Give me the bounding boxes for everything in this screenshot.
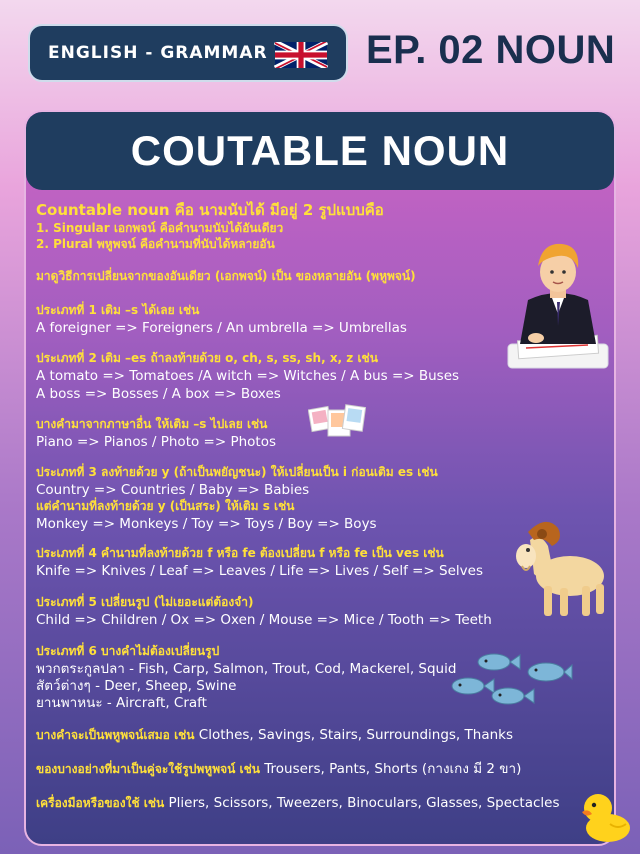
topic-label: ENGLISH - GRAMMAR — [48, 43, 268, 63]
section-3-heading: ประเภทที่ 3 ลงท้ายด้วย y (ถ้าเป็นพยัญชนะ) ให้เปลี่ยนเป็น i ก่อนเติม es เช่น — [36, 465, 438, 479]
pairs-line — [36, 762, 521, 777]
episode-title: EP. 02 NOUN — [366, 28, 616, 72]
lesson-card — [24, 110, 616, 846]
tools-line — [36, 796, 560, 811]
uk-flag-icon — [274, 42, 328, 68]
section-4-example: Knife => Knives / Leaf => Leaves / Life => Lives / Self => Selves — [36, 563, 483, 579]
foreign-words-example: Piano => Pianos / Photo => Photos — [36, 434, 276, 450]
always-plural-line — [36, 728, 513, 743]
tools-label: เครื่องมือหรือของใช้ เช่น — [36, 796, 165, 810]
pairs-words: Trousers, Pants, Shorts (กางเกง มี 2 ขา) — [259, 761, 522, 777]
teacher-icon — [502, 230, 614, 376]
section-4-heading: ประเภทที่ 4 คำนามที่ลงท้ายด้วย f หรือ fe ต้องเปลี่ยน f หรือ fe เป็น ves เช่น — [36, 546, 444, 560]
rules-intro: มาดูวิธีการเปลี่ยนจากของอันเดียว (เอกพจน์) เป็น ของหลายอัน (พหูพจน์) — [36, 269, 416, 283]
card-title: COUTABLE NOUN — [130, 127, 510, 174]
section-6-example-animals: สัตว์ต่างๆ - Deer, Sheep, Swine — [36, 678, 237, 694]
card-title-bar — [26, 112, 614, 190]
section-3-example: Country => Countries / Baby => Babies — [36, 482, 310, 498]
section-2-example: A boss => Bosses / A box => Boxes — [36, 386, 281, 402]
intro-item-plural: 2. Plural พหูพจน์ คือคำนามที่นับได้หลายอัน — [36, 237, 275, 251]
rubber-duck-icon — [580, 790, 632, 844]
section-6-heading: ประเภทที่ 6 บางคำไม่ต้องเปลี่ยนรูป — [36, 644, 220, 658]
topic-badge — [28, 24, 348, 82]
section-3-vowel-heading: แต่คำนามที่ลงท้ายด้วย y (เป็นสระ) ให้เติม s เช่น — [36, 499, 295, 513]
always-plural-label: บางคำจะเป็นพหูพจน์เสมอ เช่น — [36, 728, 195, 742]
photos-icon — [308, 402, 366, 446]
always-plural-words: Clothes, Savings, Stairs, Surroundings, Thanks — [194, 727, 513, 743]
section-5-heading: ประเภทที่ 5 เปลี่ยนรูป (ไม่เยอะแต่ต้องจำ) — [36, 595, 254, 609]
section-6-example-vehicles: ยานพาหนะ - Aircraft, Craft — [36, 695, 207, 711]
section-6-example-fish: พวกตระกูลปลา - Fish, Carp, Salmon, Trout, Cod, Mackerel, Squid — [36, 661, 457, 677]
section-2-example: A tomato => Tomatoes /A witch => Witches / A bus => Buses — [36, 368, 460, 384]
foreign-words-heading: บางคำมาจากภาษาอื่น ให้เติม –s ไปเลย เช่น — [36, 417, 268, 431]
goat-illustration — [504, 512, 616, 624]
section-5-example: Child => Children / Ox => Oxen / Mouse => Mice / Tooth => Teeth — [36, 612, 492, 628]
section-2-heading: ประเภทที่ 2 เติม –es ถ้าลงท้ายด้วย o, ch, s, ss, sh, x, z เช่น — [36, 351, 378, 365]
intro-heading: Countable noun คือ นามนับได้ มีอยู่ 2 รูปแบบคือ — [36, 201, 384, 219]
section-3-vowel-example: Monkey => Monkeys / Toy => Toys / Boy => Boys — [36, 516, 377, 532]
fish-illustration — [450, 652, 574, 748]
section-1-example: A foreigner => Foreigners / An umbrella => Umbrellas — [36, 320, 407, 336]
intro-item-singular: 1. Singular เอกพจน์ คือคำนามนับได้อันเดียว — [36, 221, 284, 235]
tools-words: Pliers, Scissors, Tweezers, Binoculars, Glasses, Spectacles — [164, 795, 560, 811]
pairs-label: ของบางอย่างที่มาเป็นคู่จะใช้รูปพหูพจน์ เช่น — [36, 762, 260, 776]
section-1-heading: ประเภทที่ 1 เติม –s ได้เลย เช่น — [36, 303, 200, 317]
